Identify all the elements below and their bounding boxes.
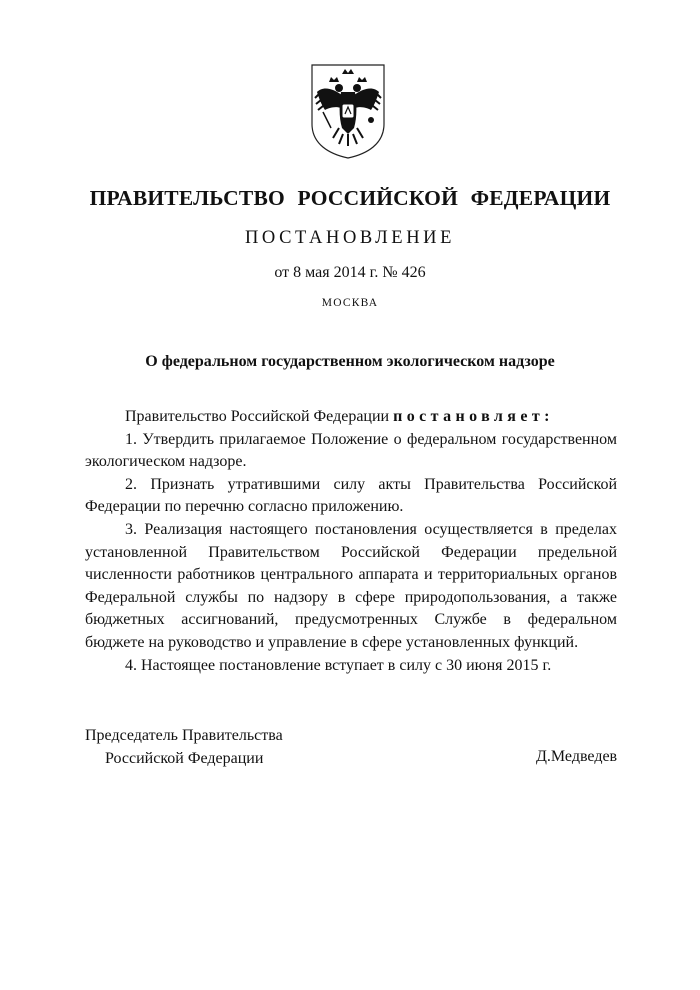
- preamble: [85, 406, 617, 429]
- signatory-position: [85, 725, 283, 770]
- document-city: МОСКВА: [321, 297, 379, 309]
- item-3: 3. Реализация настоящего постановления осуществляется в пределах установленной Правительством Российской Федерации предельной численности работников центрального аппарата и территориальных органов Федеральной службы по надзору в сфере природопользования, а также бюджетных ассигнований, предусмотренных Службе в федеральном бюджете на руководство и управление в сфере установленных функций.: [85, 520, 617, 651]
- signatory-position-line2: Российской Федерации: [105, 749, 264, 767]
- preamble-text: Правительство Российской Федерации: [125, 408, 390, 425]
- document-date-number: от 8 мая 2014 г. № 426: [274, 264, 426, 281]
- item-1: 1. Утвердить прилагаемое Положение о федеральном государственном экологическом надзоре.: [85, 430, 617, 471]
- document-body: [85, 406, 617, 677]
- item-4: 4. Настоящее постановление вступает в силу с 30 июня 2015 г.: [125, 656, 552, 674]
- preamble-action: постановляет:: [393, 408, 554, 425]
- item-2: 2. Признать утратившими силу акты Правительства Российской Федерации по перечню согласно приложению.: [85, 475, 617, 516]
- document-type: ПОСТАНОВЛЕНИЕ: [244, 228, 456, 248]
- organization-name: ПРАВИТЕЛЬСТВО РОССИЙСКОЙ ФЕДЕРАЦИИ: [89, 186, 611, 210]
- coat-of-arms-emblem: [309, 62, 387, 160]
- signatory-position-line1: Председатель Правительства: [85, 727, 283, 744]
- signatory-name: Д.Медведев: [536, 747, 618, 765]
- document-title: О федеральном государственном экологическом надзоре: [145, 353, 555, 370]
